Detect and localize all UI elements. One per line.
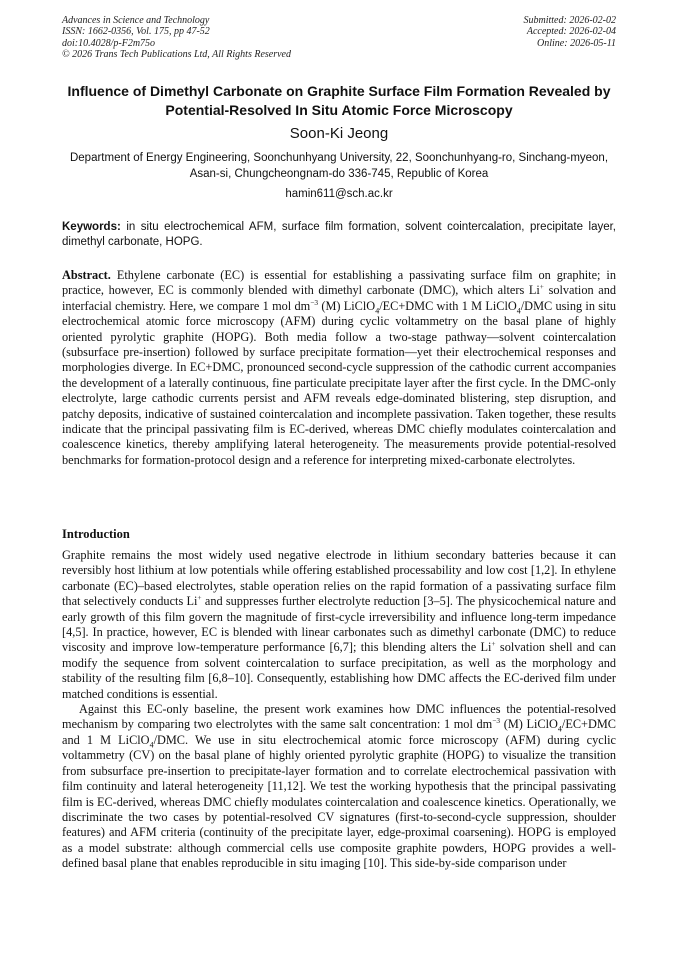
abstract-text: /DMC using in situ electrochemical atomic force microscopy (AFM) during cyclic voltammetry on the basal plane of highly oriented pyrolytic graphite (HOPG). Both media follow a two-stage pathway—solvent cointercalation (subsurface pre-insertion) followed by surface precipitate formation—yet their electrochemical responses and morphologies diverge. In EC+DMC, pronounced second-cycle suppression of the cathodic current accompanies the development of a laterally continuous, fine particulate precipitate layer after the first cycle. In the DMC-only electrolyte, large cathodic currents persist and AFM reveals edge-dominated blistering, step disruption, and patchy deposits, indicative of sustained cointercalation and incomplete passivation. Taken together, these results indicate that the principal passivating film is EC-derived, whereas DMC chiefly modulates cointercalation and coalescence kinetics, thereby amplifying lateral heterogeneity. The measurements provide potential-resolved benchmarks for formation-protocol design and a reference for interpreting mixed-carbonate electrolytes. (62, 298, 617, 467)
keywords-label: Keywords: (62, 221, 121, 233)
abstract-label: Abstract. (62, 268, 111, 282)
submission-dates (524, 15, 617, 49)
paragraph-text: /DMC. We use in situ electrochemical atomic force microscopy (AFM) during cyclic voltammetry (CV) on the basal plane of highly oriented pyrolytic graphite (HOPG) to visualize the transition from subsurface pre-insertion to precipitate-layer formation and to correlate electrochemical passivation with film continuity and lateral heterogeneity [11,12]. We test the working hypothesis that the principal passivating film is EC-derived, whereas DMC chiefly modulates cointercalation and coalescence kinetics. Operationally, we discriminate the two cases by potential-resolved CV signatures (first-to-second-cycle suppression, shoulder features) and AFM criteria (continuity of the precipitate layer, edge-proximal coarsening). HOPG is employed as a model substrate: although commercial cells use composite graphite powders, HOPG provides a well-defined basal plane that enables reproducible in situ imaging [10]. This side-by-side comparison under (62, 732, 616, 871)
author-name: Soon-Ki Jeong (289, 125, 389, 142)
journal-issn: ISSN: 1662-0356, Vol. 175, pp 47-52 (62, 26, 210, 38)
subscript: 4 (149, 740, 154, 750)
journal-doi: doi:10.4028/p-F2m75o (62, 37, 156, 49)
online-date: Online: 2026-05-11 (537, 37, 616, 49)
paragraph-text: Against this EC-only baseline, the present work examines how DMC influences the potential-resolved mechanism by comparing two electrolytes with the same salt concentration: 1 mol dm (62, 702, 616, 732)
journal-info (62, 15, 291, 60)
paragraph-text: /EC+DMC and 1 M LiClO (62, 717, 617, 747)
paragraph (62, 548, 616, 702)
subscript: 4 (557, 724, 562, 734)
journal-name: Advances in Science and Technology (62, 15, 210, 26)
superscript: −3 (492, 716, 501, 726)
accepted-date: Accepted: 2026-02-04 (526, 26, 616, 38)
paragraph-text: (M) LiClO (503, 717, 558, 732)
journal-copyright: © 2026 Trans Tech Publications Ltd, All Rights Reserved (62, 48, 291, 60)
author-email: hamin611@sch.ac.kr (285, 188, 393, 200)
paragraph-text: Graphite remains the most widely used negative electrode in lithium secondary batteries because it can reversibly host lithium at low potentials while offering established processability and low cost [1,2]. In ethylene carbonate (EC)–based electrolytes, stable operation relies on the rapid formation of a passivating surface film that selectively conducts Li (62, 548, 616, 609)
paper-title: Influence of Dimethyl Carbonate on Graphite Surface Film Formation Revealed by Potential-Resolved In Situ Atomic Force Microscopy (67, 83, 611, 118)
introduction-body (62, 548, 616, 872)
subscript: 4 (375, 306, 380, 316)
abstract-text: (M) LiClO (321, 298, 376, 313)
section-heading: Introduction (62, 527, 130, 541)
journal-header (62, 15, 616, 65)
abstract-text: solvation and interfacial chemistry. Here, we compare 1 mol dm (62, 283, 617, 313)
abstract-text: Ethylene carbonate (EC) is essential for establishing a passivating surface film on graphite; in practice, however, EC is commonly blended with dimethyl carbonate (DMC), which alters Li (62, 268, 616, 298)
subscript: 4 (516, 306, 521, 316)
superscript: + (539, 282, 544, 292)
abstract (62, 268, 616, 468)
author-affiliation: Department of Energy Engineering, Soonchunhyang University, 22, Soonchunhyang-ro, Sinchang-myeon, Asan-si, Chungcheongnam-do 336-745, Republic of Korea (69, 152, 609, 180)
superscript: −3 (310, 297, 319, 307)
keywords (62, 220, 616, 250)
superscript: + (197, 593, 202, 603)
keywords-text: in situ electrochemical AFM, surface film formation, solvent cointercalation, precipitate layer, dimethyl carbonate, HOPG. (62, 221, 616, 248)
submitted-date: Submitted: 2026-02-02 (523, 15, 616, 26)
paragraph-text: and suppresses further electrolyte reduction [3–5]. The physicochemical nature and early growth of this film govern the magnitude of first-cycle irreversibility and influence long-term impedance [4,5]. In practice, however, EC is blended with linear carbonates such as dimethyl carbonate (DMC) to reduce viscosity and improve low-temperature performance [6,7]; this blending alters the Li (62, 594, 616, 655)
paragraph-text: solvation shell and can modify the sequence from solvent cointercalation to surface precipitation, as well as the morphology and stability of the resulting film [6,8–10]. Consequently, establishing how DMC affects the EC-derived film under matched conditions is essential. (62, 640, 616, 701)
superscript: + (491, 639, 496, 649)
paragraph (62, 702, 616, 871)
abstract-text: /EC+DMC with 1 M LiClO (379, 298, 517, 313)
